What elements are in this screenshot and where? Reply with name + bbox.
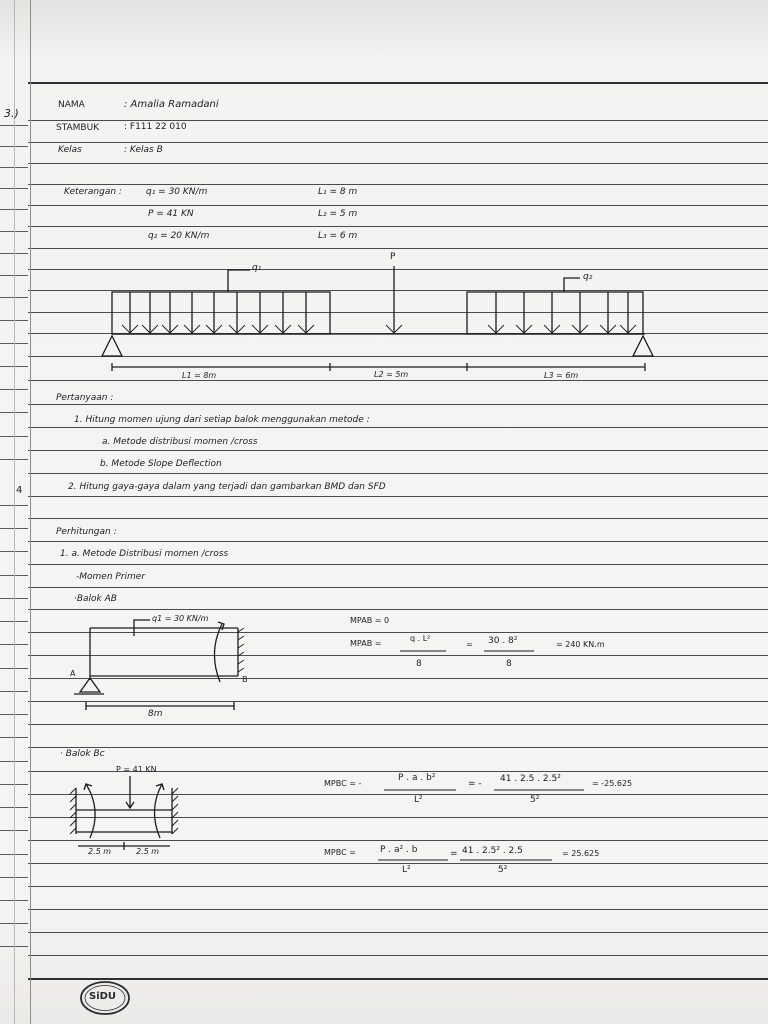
bc-length-2: 2.5 m [136, 847, 160, 856]
mpab-num1: q . L² [410, 634, 431, 643]
q2-label: q₂ [583, 272, 593, 282]
beam-ab-diagram [74, 620, 244, 710]
mpbc1-num1: P . a . b² [398, 773, 436, 783]
q2-value: q₂ = 20 KN/m [148, 231, 210, 241]
mpbc2-den1: L² [402, 865, 411, 875]
balok-ab-title: ·Balok AB [74, 594, 117, 604]
q2-leader [564, 278, 580, 292]
mpbc2-result: = 25.625 [562, 849, 600, 858]
mpab-den1: 8 [416, 659, 422, 669]
mpbc2-num2: 41 . 2.5² . 2.5 [462, 846, 523, 856]
question-number: 3.) [4, 107, 19, 120]
mpbc2-den2: 5² [498, 865, 508, 875]
margin-mark: 4 [16, 485, 23, 496]
dim-l1: L1 = 8m [182, 371, 217, 380]
question-1a: a. Metode distribusi momen /cross [102, 437, 258, 447]
method-title: 1. a. Metode Distribusi momen /cross [60, 549, 229, 559]
momen-primer: -Momen Primer [76, 572, 146, 582]
keterangan-label: Keterangan : [64, 187, 122, 197]
perhitungan-title: Perhitungan : [56, 527, 117, 537]
mpbc2-lhs: MPBC = [324, 848, 356, 857]
ab-load-label: q1 = 30 KN/m [152, 614, 209, 623]
mpbc1-den2: 5² [530, 795, 540, 805]
dim-l3: L3 = 6m [544, 371, 579, 380]
kelas-label: Kelas [58, 145, 82, 155]
mpab-result: = 240 KN.m [556, 640, 605, 649]
p-value: P = 41 KN [148, 209, 194, 219]
balok-bc-title: · Balok Bc [60, 749, 105, 759]
q2-load-arrows [496, 292, 628, 333]
ab-label-a: A [70, 669, 76, 678]
mpab-zero: MPAB = 0 [350, 616, 390, 625]
l2-value: L₂ = 5 m [318, 209, 358, 219]
ab-label-b: B [242, 675, 248, 684]
mpbc1-result: = -25.625 [592, 779, 633, 788]
nama-value: : Amalia Ramadani [124, 99, 219, 110]
mpbc1-den1: L² [414, 795, 423, 805]
kelas-value: : Kelas B [124, 145, 163, 155]
mpab-num2: 30 . 8² [488, 636, 518, 646]
q1-leader [228, 270, 250, 292]
bc-length-1: 2.5 m [88, 847, 112, 856]
q1-label: q₁ [252, 263, 262, 273]
mpab-den2: 8 [506, 659, 512, 669]
pertanyaan-title: Pertanyaan : [56, 393, 114, 403]
support-left [102, 336, 122, 356]
mpbc1-lhs: MPBC = - [324, 779, 362, 788]
mpbc2-num1: P . a² . b [380, 845, 418, 855]
mpab-lhs: MPAB = [350, 639, 382, 648]
p-label: P [390, 252, 396, 262]
ab-length: 8m [148, 709, 163, 719]
q1-value: q₁ = 30 KN/m [146, 187, 208, 197]
question-2: 2. Hitung gaya-gaya dalam yang terjadi dan gambarkan BMD dan SFD [68, 482, 386, 492]
bc-load-label: P = 41 KN [116, 765, 157, 774]
support-right [633, 336, 653, 356]
dim-l2: L2 = 5m [374, 370, 409, 379]
mpbc1-eq: = - [468, 779, 482, 789]
mpab-eq: = [466, 640, 473, 649]
mpbc1-num2: 41 . 2.5 . 2.5² [500, 774, 561, 784]
sidu-logo-text: SiDU [89, 991, 117, 1002]
question-1b: b. Metode Slope Deflection [100, 459, 222, 469]
nama-label: NAMA [58, 100, 85, 110]
stambuk-value: : F111 22 010 [124, 122, 187, 132]
beam-bc-diagram [70, 776, 178, 850]
q2-load-block [467, 292, 643, 334]
question-1: 1. Hitung momen ujung dari setiap balok menggunakan metode : [74, 415, 370, 425]
l1-value: L₁ = 8 m [318, 187, 358, 197]
l3-value: L₃ = 6 m [318, 231, 358, 241]
stambuk-label: STAMBUK [56, 123, 100, 133]
mpbc2-eq: = [450, 849, 458, 859]
fraction-bars [378, 651, 584, 860]
